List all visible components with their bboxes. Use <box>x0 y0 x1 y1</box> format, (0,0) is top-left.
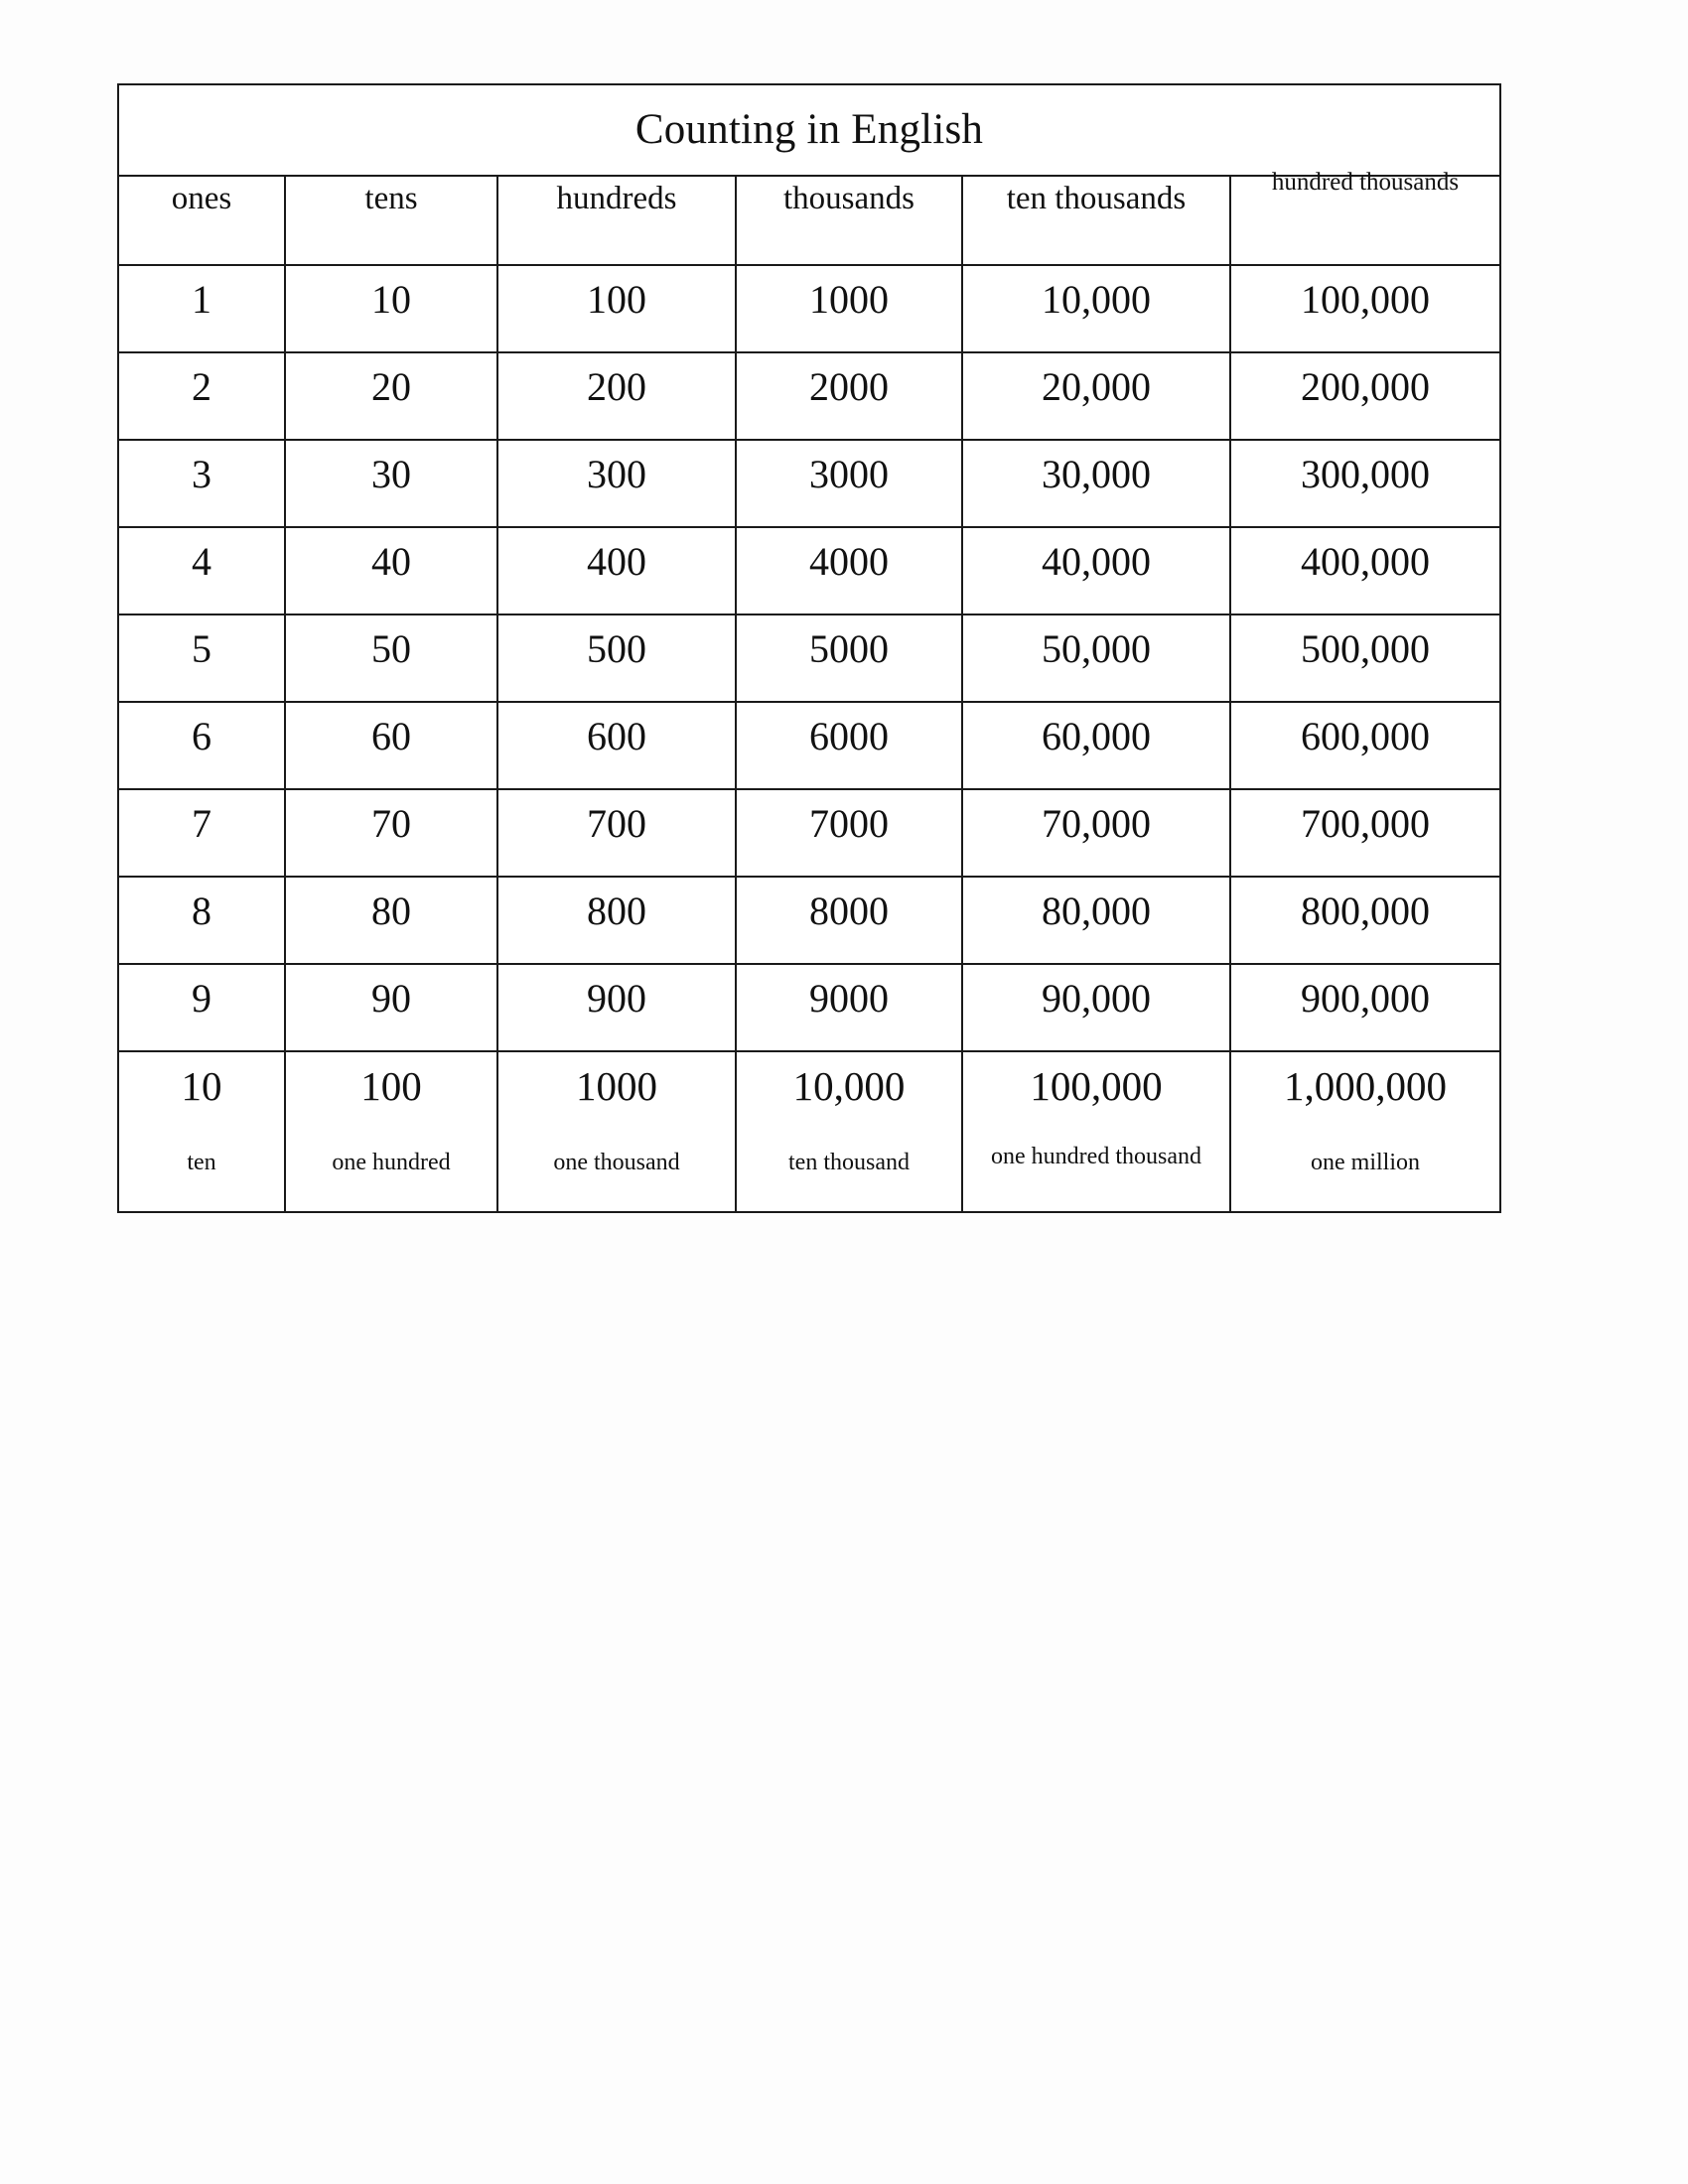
cell-value: 200 <box>587 364 646 409</box>
cell-value: 800 <box>587 888 646 933</box>
table-cell <box>285 964 497 1051</box>
table-cell <box>736 527 962 614</box>
cell-value: 7000 <box>809 801 889 846</box>
cell-value: 400 <box>587 539 646 584</box>
table-row <box>118 440 1500 527</box>
page-title: Counting in English <box>634 106 984 153</box>
column-header-label: ones <box>171 181 232 216</box>
cell-value: 900,000 <box>1301 976 1430 1021</box>
table-cell <box>736 702 962 789</box>
cell-value: 8 <box>192 888 211 933</box>
table-cell <box>1230 702 1500 789</box>
cell-value: 20,000 <box>1042 364 1151 409</box>
cell-value: 2000 <box>809 364 889 409</box>
counting-table-container <box>117 83 1499 1213</box>
cell-value: 1000 <box>576 1063 657 1109</box>
cell-value: 50,000 <box>1042 626 1151 671</box>
table-cell <box>497 527 736 614</box>
cell-value: 20 <box>371 364 411 409</box>
column-header-tens <box>285 176 497 265</box>
cell-word-label: one hundred <box>332 1150 451 1175</box>
table-cell <box>118 265 285 352</box>
table-cell <box>285 702 497 789</box>
cell-value: 600,000 <box>1301 714 1430 758</box>
table-cell <box>285 877 497 964</box>
cell-value: 60 <box>371 714 411 758</box>
table-cell <box>1230 789 1500 877</box>
table-cell <box>962 964 1230 1051</box>
table-cell <box>1230 964 1500 1051</box>
table-cell <box>962 702 1230 789</box>
table-cell <box>962 1051 1230 1212</box>
cell-value: 10 <box>181 1063 222 1109</box>
column-header-label: ten thousands <box>1006 181 1187 216</box>
column-header-ones <box>118 176 285 265</box>
table-row <box>118 614 1500 702</box>
table-cell <box>118 614 285 702</box>
column-header-label: tens <box>364 181 418 216</box>
cell-value: 9 <box>192 976 211 1021</box>
cell-value: 70,000 <box>1042 801 1151 846</box>
cell-value: 9000 <box>809 976 889 1021</box>
table-cell <box>736 440 962 527</box>
cell-value: 700,000 <box>1301 801 1430 846</box>
table-row-final <box>118 1051 1500 1212</box>
table-row <box>118 527 1500 614</box>
cell-value: 90 <box>371 976 411 1021</box>
column-header-ten-thousands <box>962 176 1230 265</box>
table-row <box>118 702 1500 789</box>
table-row <box>118 265 1500 352</box>
table-cell <box>736 1051 962 1212</box>
column-header-label: thousands <box>783 181 914 216</box>
table-cell <box>962 614 1230 702</box>
cell-value: 40 <box>371 539 411 584</box>
table-cell <box>118 527 285 614</box>
cell-value: 500,000 <box>1301 626 1430 671</box>
cell-value: 5 <box>192 626 211 671</box>
column-header-label: hundred thousands <box>1271 169 1460 196</box>
table-cell <box>497 789 736 877</box>
cell-word-label: one hundred thousand <box>991 1144 1201 1169</box>
table-cell <box>118 702 285 789</box>
page-title-cell <box>118 84 1500 176</box>
table-cell <box>497 877 736 964</box>
cell-value: 6 <box>192 714 211 758</box>
table-cell <box>497 1051 736 1212</box>
cell-value: 10,000 <box>1042 277 1151 322</box>
cell-value: 80,000 <box>1042 888 1151 933</box>
cell-value: 100 <box>587 277 646 322</box>
table-cell <box>1230 1051 1500 1212</box>
cell-value: 300 <box>587 452 646 496</box>
table-cell <box>285 440 497 527</box>
table-cell <box>1230 352 1500 440</box>
column-header-hundred-thousands <box>1230 169 1500 265</box>
cell-value: 70 <box>371 801 411 846</box>
cell-value: 90,000 <box>1042 976 1151 1021</box>
cell-value: 5000 <box>809 626 889 671</box>
cell-value: 100,000 <box>1301 277 1430 322</box>
table-cell <box>285 789 497 877</box>
table-cell <box>497 265 736 352</box>
cell-value: 4 <box>192 539 211 584</box>
column-header-hundreds <box>497 176 736 265</box>
cell-value: 100 <box>360 1063 422 1109</box>
table-cell <box>118 352 285 440</box>
table-cell <box>1230 877 1500 964</box>
table-cell <box>118 440 285 527</box>
table-cell <box>285 1051 497 1212</box>
cell-value: 4000 <box>809 539 889 584</box>
table-cell <box>736 789 962 877</box>
cell-value: 8000 <box>809 888 889 933</box>
table-cell <box>736 614 962 702</box>
cell-word-label: ten <box>187 1150 216 1175</box>
table-cell <box>285 527 497 614</box>
table-cell <box>962 527 1230 614</box>
table-cell <box>736 877 962 964</box>
table-cell <box>285 265 497 352</box>
cell-value: 80 <box>371 888 411 933</box>
counting-table <box>117 83 1501 1213</box>
table-cell <box>962 877 1230 964</box>
cell-value: 100,000 <box>1030 1063 1163 1109</box>
cell-value: 60,000 <box>1042 714 1151 758</box>
cell-value: 700 <box>587 801 646 846</box>
table-cell <box>962 265 1230 352</box>
cell-value: 30,000 <box>1042 452 1151 496</box>
cell-value: 600 <box>587 714 646 758</box>
cell-value: 10 <box>371 277 411 322</box>
table-cell <box>497 440 736 527</box>
cell-value: 2 <box>192 364 211 409</box>
table-row <box>118 789 1500 877</box>
title-row <box>118 84 1500 176</box>
cell-value: 3000 <box>809 452 889 496</box>
table-cell <box>736 352 962 440</box>
table-cell <box>497 614 736 702</box>
table-cell <box>118 789 285 877</box>
cell-word-label: one thousand <box>553 1150 680 1175</box>
column-header-thousands <box>736 176 962 265</box>
table-cell <box>118 1051 285 1212</box>
cell-value: 1000 <box>809 277 889 322</box>
table-cell <box>497 964 736 1051</box>
table-row <box>118 877 1500 964</box>
cell-word-label: one million <box>1311 1150 1420 1175</box>
cell-value: 7 <box>192 801 211 846</box>
cell-value: 3 <box>192 452 211 496</box>
cell-value: 900 <box>587 976 646 1021</box>
table-cell <box>118 877 285 964</box>
table-cell <box>285 614 497 702</box>
cell-value: 10,000 <box>792 1063 906 1109</box>
cell-value: 800,000 <box>1301 888 1430 933</box>
table-cell <box>1230 440 1500 527</box>
table-cell <box>736 964 962 1051</box>
table-cell <box>118 964 285 1051</box>
table-cell <box>962 789 1230 877</box>
table-cell <box>285 352 497 440</box>
cell-word-label: ten thousand <box>788 1150 910 1175</box>
column-header-label: hundreds <box>556 181 677 216</box>
cell-value: 6000 <box>809 714 889 758</box>
table-cell <box>962 352 1230 440</box>
table-row <box>118 352 1500 440</box>
table-cell <box>1230 614 1500 702</box>
table-cell <box>497 702 736 789</box>
table-cell <box>736 265 962 352</box>
cell-value: 40,000 <box>1042 539 1151 584</box>
table-cell <box>1230 265 1500 352</box>
cell-value: 30 <box>371 452 411 496</box>
table-cell <box>962 440 1230 527</box>
cell-value: 50 <box>371 626 411 671</box>
cell-value: 400,000 <box>1301 539 1430 584</box>
cell-value: 500 <box>587 626 646 671</box>
cell-value: 1,000,000 <box>1284 1063 1447 1109</box>
cell-value: 300,000 <box>1301 452 1430 496</box>
cell-value: 1 <box>192 277 211 322</box>
table-row <box>118 964 1500 1051</box>
cell-value: 200,000 <box>1301 364 1430 409</box>
table-header-row <box>118 176 1500 265</box>
table-cell <box>1230 527 1500 614</box>
table-cell <box>497 352 736 440</box>
